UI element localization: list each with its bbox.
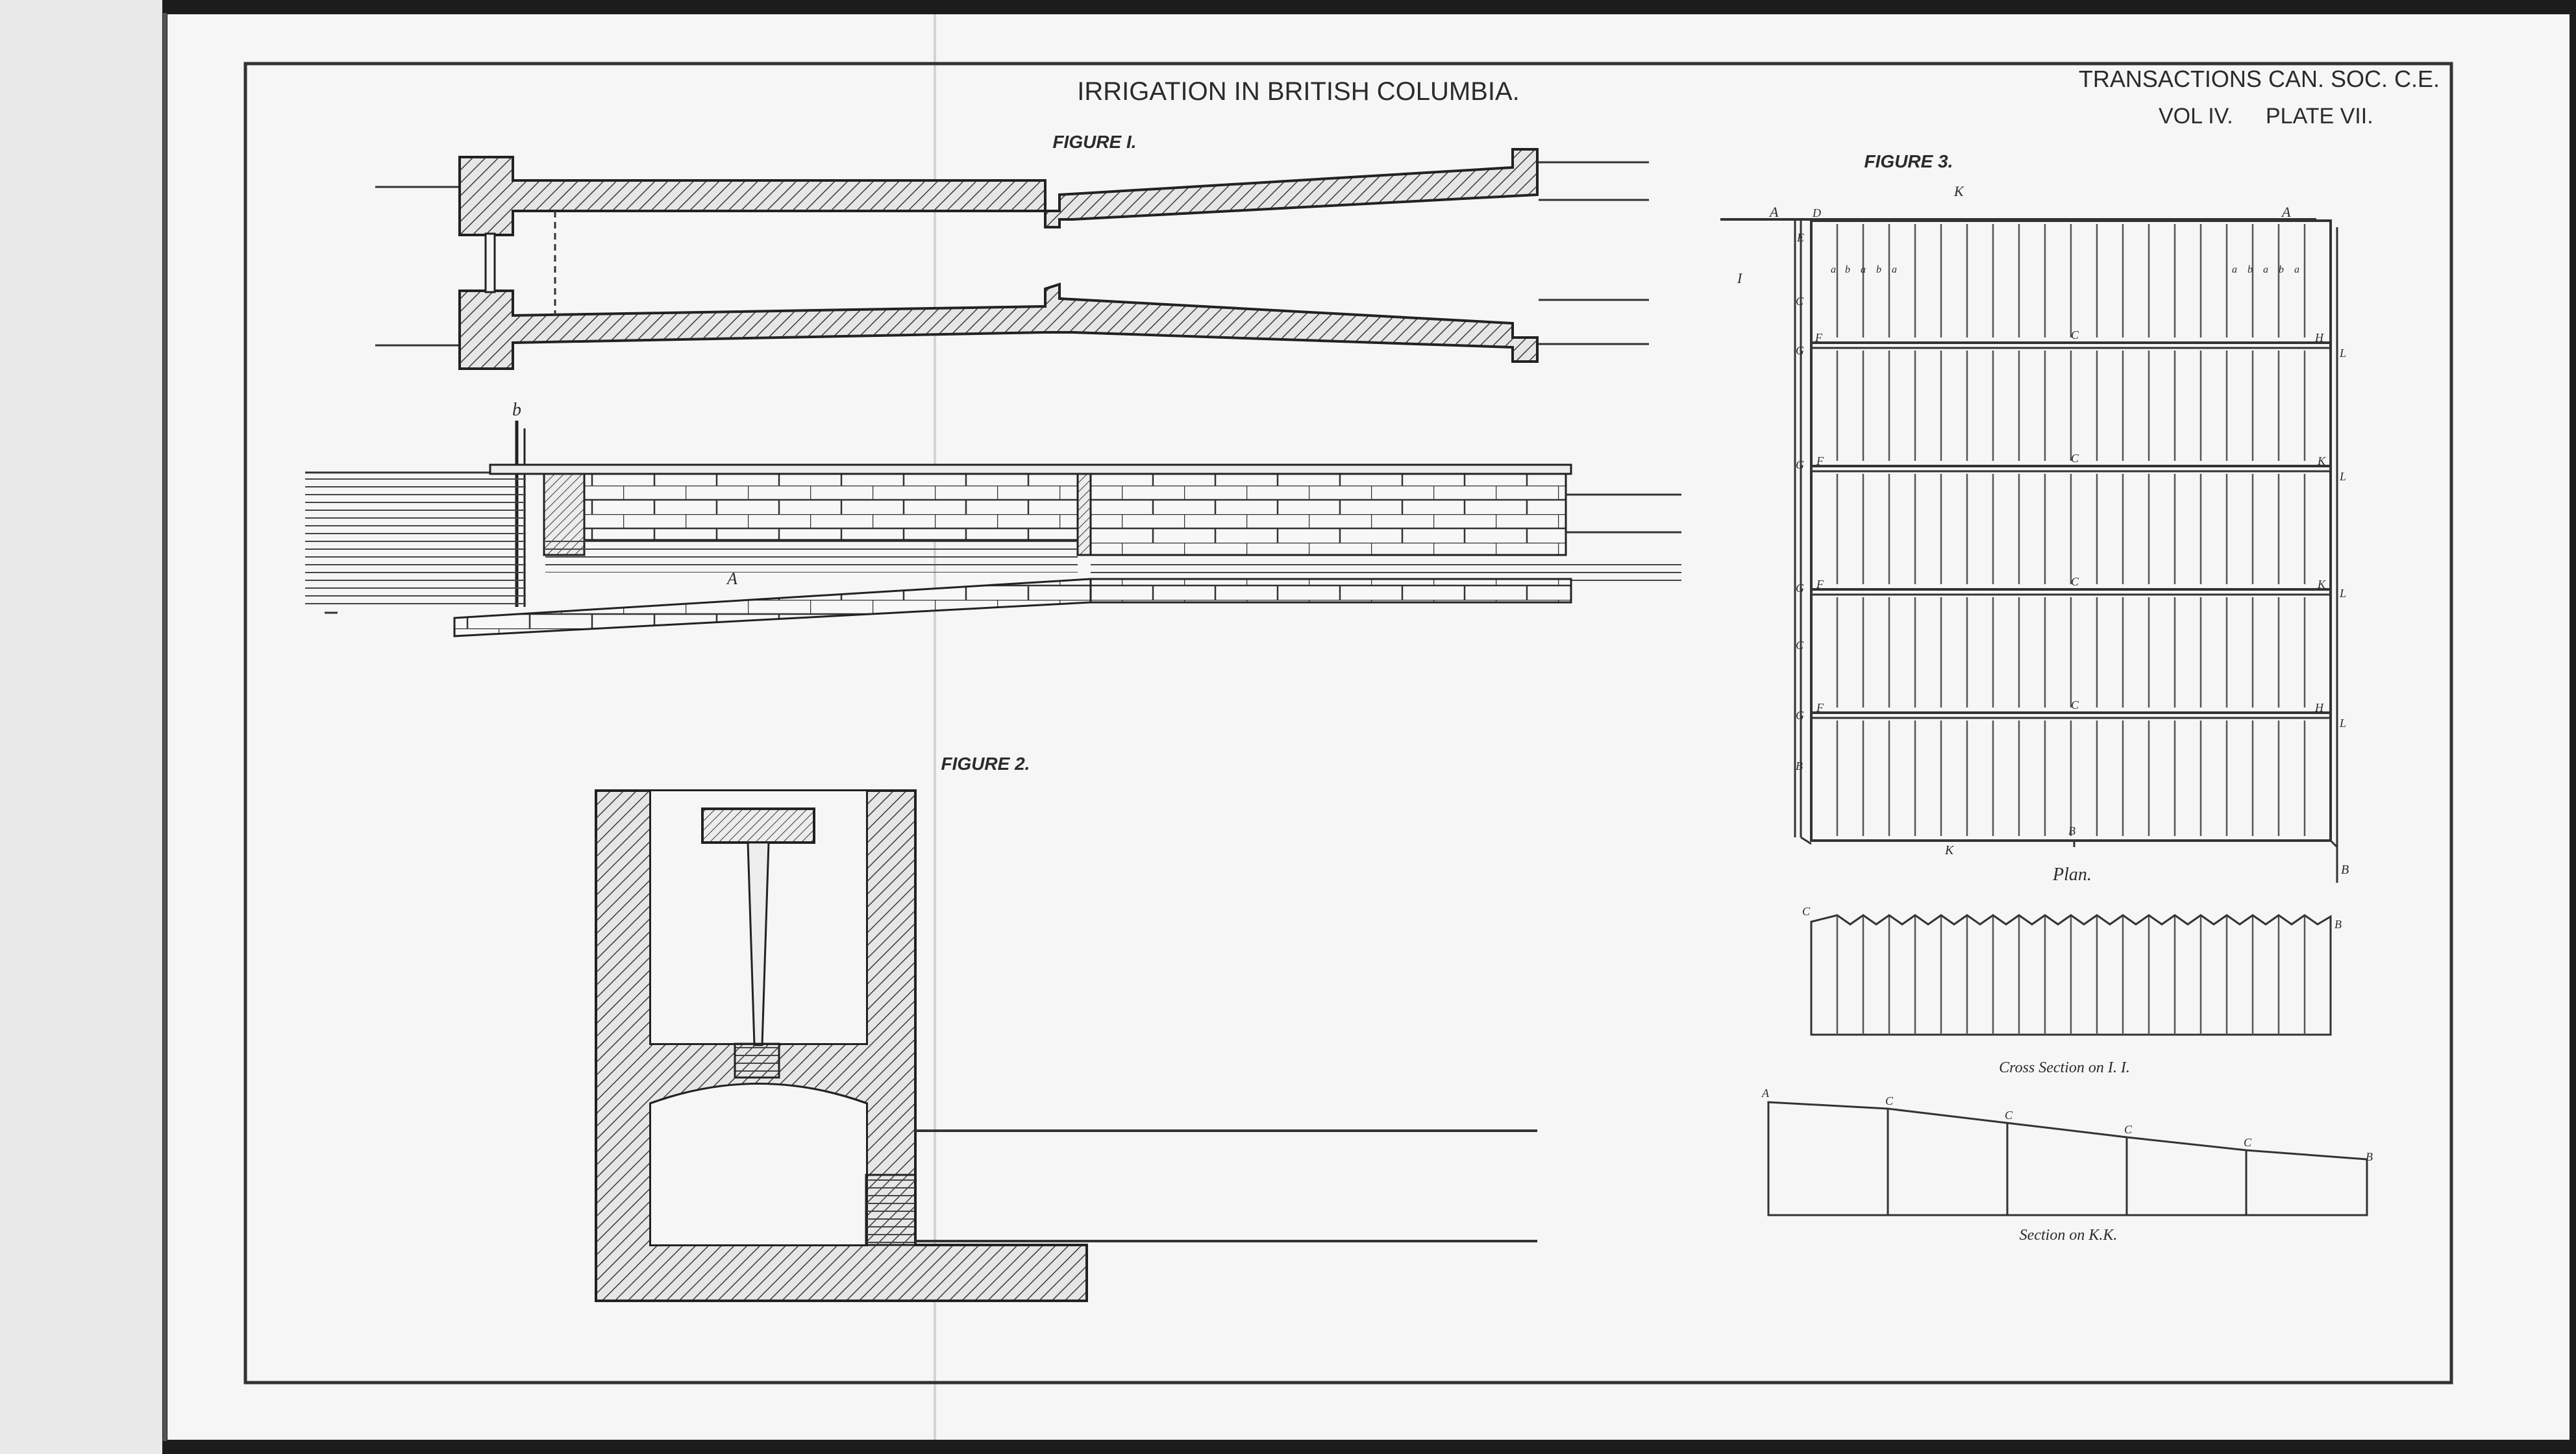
mark-K-2: K: [2318, 454, 2326, 467]
section-mark-C-4: C: [2244, 1136, 2252, 1149]
mark-H-1: H: [2315, 331, 2323, 344]
section-mark-C-3: C: [2124, 1123, 2133, 1136]
plate-title: IRRIGATION IN BRITISH COLUMBIA.: [1077, 77, 1520, 106]
paper: [167, 14, 2570, 1440]
mark-H-2: H: [2315, 701, 2323, 714]
mark-A: A: [727, 569, 737, 588]
section-mark-A: A: [1762, 1087, 1769, 1100]
mark-C-1: C: [2071, 328, 2079, 341]
left-page-edge: [0, 0, 162, 1454]
mark-C-3: C: [2071, 575, 2079, 588]
mark-b-3: b: [2248, 264, 2253, 275]
mark-I: I: [1737, 270, 1742, 286]
mark-L-3: L: [2340, 587, 2347, 600]
mark-a-1: a: [1831, 264, 1836, 275]
section-mark-C-2: C: [2005, 1109, 2013, 1122]
mark-a-3: a: [1892, 264, 1897, 275]
mark-C-2: C: [2071, 452, 2079, 465]
mark-G-1: G: [1796, 344, 1804, 357]
section-mark-C-1: C: [1885, 1094, 1894, 1107]
mark-L-4: L: [2340, 717, 2347, 730]
mark-C-side-2: C: [1796, 639, 1804, 652]
mark-C-4: C: [2071, 698, 2079, 711]
cross-mark-C: C: [1802, 905, 1811, 918]
mark-F-1: F: [1815, 331, 1822, 344]
mark-L-2: L: [2340, 470, 2347, 483]
mark-B-corner: B: [2341, 863, 2349, 877]
figure-2-label: FIGURE 2.: [941, 754, 1030, 774]
mark-G-3: G: [1796, 582, 1804, 595]
gauge-mark-b: b: [512, 400, 521, 420]
mark-E: E: [1797, 231, 1804, 244]
cross-section-caption: Cross Section on I. I.: [1999, 1059, 2130, 1076]
mark-a-6: a: [2294, 264, 2299, 275]
mark-A-left: A: [1770, 204, 1779, 220]
mark-F-2: F: [1816, 454, 1824, 467]
plan-caption: Plan.: [2053, 865, 2092, 885]
journal-title: TRANSACTIONS CAN. SOC. C.E.: [2078, 66, 2440, 92]
mark-b-1: b: [1845, 264, 1850, 275]
mark-G-4: G: [1796, 709, 1804, 722]
mark-b-2: b: [1876, 264, 1881, 275]
mark-C-side-1: C: [1796, 295, 1804, 308]
mark-D: D: [1813, 206, 1821, 219]
mark-a-2: a: [1861, 264, 1866, 275]
mark-B-bottom: B: [2068, 824, 2075, 837]
section-mark-B: B: [2366, 1150, 2373, 1163]
mark-a-4: a: [2232, 264, 2237, 275]
mark-G-2: G: [1796, 458, 1804, 471]
mark-a-5: a: [2263, 264, 2268, 275]
cross-mark-B: B: [2334, 918, 2342, 931]
mark-B-side: B: [1796, 759, 1803, 772]
figure-1-label: FIGURE I.: [1052, 132, 1137, 152]
mark-A-right: A: [2282, 204, 2291, 220]
mark-L-1: L: [2340, 347, 2347, 360]
mark-b-4: b: [2279, 264, 2284, 275]
figure-3-label: FIGURE 3.: [1864, 151, 1953, 171]
mark-F-3: F: [1816, 578, 1824, 591]
volume-number: VOL IV.: [2159, 104, 2233, 129]
mark-K-top: K: [1954, 183, 1964, 199]
long-section-caption: Section on K.K.: [2019, 1227, 2118, 1244]
mark-F-4: F: [1816, 701, 1824, 714]
mark-K-3: K: [2318, 578, 2326, 591]
plate-number: PLATE VII.: [2266, 104, 2373, 129]
mark-K-bottom: K: [1945, 843, 1954, 857]
